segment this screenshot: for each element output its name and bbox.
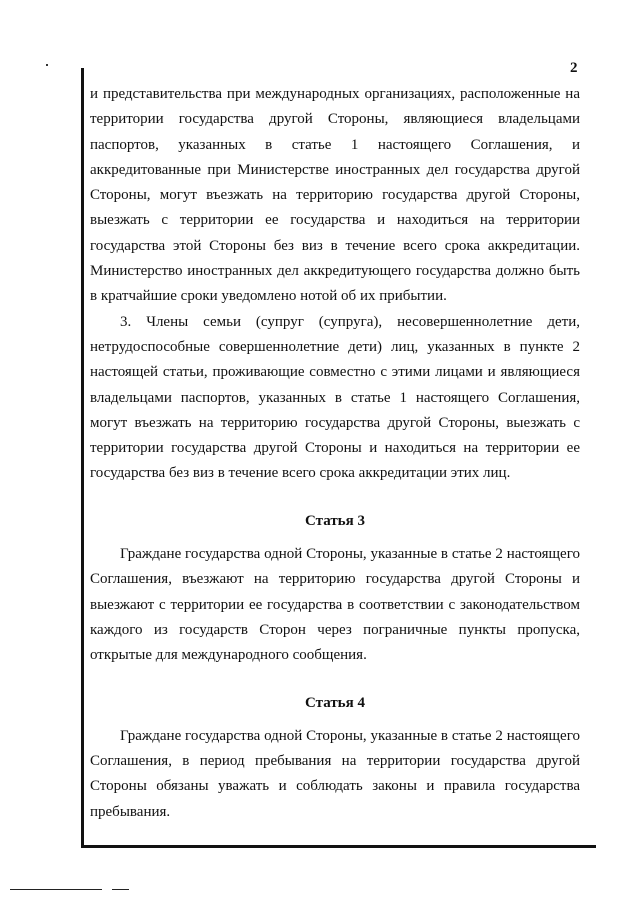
article-3-heading: Статья 3: [305, 512, 365, 529]
footnote-rule-short: [112, 889, 129, 890]
article-4-heading: Статья 4: [305, 694, 365, 711]
article-4-text: Граждане государства одной Стороны, указанные в статье 2 настоящего Соглашения, в период пребывания на территории государства другой Стороны обязаны уважать и соблюдать законы и правила государства пребывания.: [90, 727, 580, 820]
paragraph-continuation: и представительства при международных организациях, расположенные на территории государства другой Стороны, являющиеся владельцами паспортов, указанных в статье 1 настоящего Соглашения, и аккредитованные при Министерстве иностранных дел государства другой Стороны, могут въезжать на территорию государства другой Стороны, выезжать с территории ее государства и находиться на территории государства этой Стороны без виз в течение всего срока аккредитации. Министерство иностранных дел аккредитующего государства должно быть в кратчайшие сроки уведомлено нотой об их прибытии.: [90, 86, 580, 305]
paragraph-item-3: 3. Члены семьи (супруг (супруга), несовершеннолетние дети, нетрудоспособные совершеннолетние дети) лиц, указанных в пункте 2 настоящей статьи, проживающие совместно с этими лицами и являющиеся владельцами паспортов, указанных в статье 1 настоящего Соглашения, могут въезжать на территорию государства другой Стороны, выезжать с территории государства другой Стороны и находиться на территории ее государства без виз в течение всего срока аккредитации этих лиц.: [90, 313, 580, 482]
scan-speck: [46, 64, 48, 66]
page-number: 2: [570, 60, 578, 76]
document-body: [90, 82, 580, 825]
footnote-rule: [10, 889, 102, 890]
article-3-text: Граждане государства одной Стороны, указанные в статье 2 настоящего Соглашения, въезжают на территорию государства другой Стороны и выезжают с территории ее государства в соответствии с законодательством каждого из государств Сторон через пограничные пункты пропуска, открытые для международного сообщения.: [90, 546, 580, 664]
